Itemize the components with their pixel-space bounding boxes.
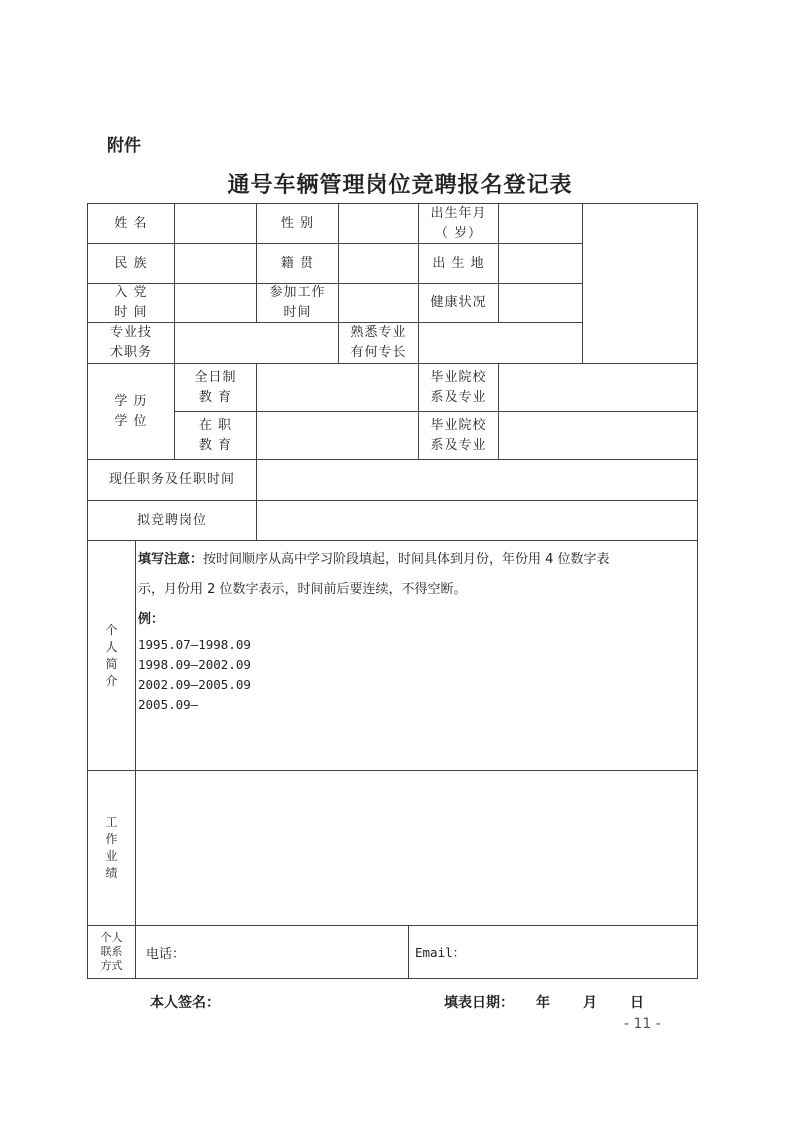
page-number: - 11 - bbox=[624, 1016, 661, 1032]
native-place-label: 籍 贯 bbox=[280, 255, 315, 271]
fulltime-school-label: 毕业院校 系及专业 bbox=[430, 369, 487, 405]
birthplace-label: 出 生 地 bbox=[432, 255, 485, 271]
ethnicity-field[interactable] bbox=[175, 244, 256, 283]
day-label: 日 bbox=[630, 995, 644, 1011]
professional-title-field[interactable] bbox=[175, 323, 338, 363]
name-field[interactable] bbox=[175, 204, 256, 243]
expertise-label: 熟悉专业 有何专长 bbox=[350, 325, 407, 360]
birthplace-field[interactable] bbox=[499, 244, 582, 283]
fulltime-school-field[interactable] bbox=[499, 364, 697, 411]
phone-field[interactable] bbox=[136, 926, 408, 978]
name-label: 姓 名 bbox=[114, 215, 148, 231]
birth-field[interactable] bbox=[499, 204, 582, 243]
note-line-1: 填写注意：按时间顺序从高中学习阶段填起，时间具体到月份，年份用 4 位数字表 bbox=[138, 552, 610, 567]
party-join-label: 入 党 时 间 bbox=[114, 285, 148, 320]
professional-title-label: 专业技 术职务 bbox=[109, 325, 152, 360]
onjob-school-field[interactable] bbox=[499, 412, 697, 459]
onjob-education-label: 在 职 教 育 bbox=[198, 417, 233, 453]
gender-label: 性 别 bbox=[280, 215, 315, 231]
note-line-2: 示，月份用 2 位数字表示，时间前后要连续，不得空断。 bbox=[138, 582, 467, 597]
work-start-label: 参加工作 时间 bbox=[269, 285, 326, 320]
table-border-bottom bbox=[87, 978, 698, 979]
resume-instructions[interactable] bbox=[138, 545, 694, 715]
year-label: 年 bbox=[536, 995, 550, 1011]
party-join-field[interactable] bbox=[175, 284, 256, 322]
native-place-field[interactable] bbox=[339, 244, 418, 283]
example-label: 例： bbox=[138, 612, 165, 627]
achievements-label: 工 作 业 绩 bbox=[105, 815, 118, 880]
work-start-field[interactable] bbox=[339, 284, 418, 322]
note-heading: 填写注意： bbox=[138, 552, 204, 567]
fill-date-label: 填表日期： bbox=[444, 995, 514, 1011]
health-field[interactable] bbox=[499, 284, 582, 322]
target-post-field[interactable] bbox=[257, 501, 697, 540]
example-entry: 2002.09—2005.09 bbox=[138, 677, 251, 692]
education-label: 学 历 学 位 bbox=[114, 393, 148, 429]
onjob-school-label: 毕业院校 系及专业 bbox=[430, 417, 487, 453]
ethnicity-label: 民 族 bbox=[114, 255, 148, 271]
example-entry: 1998.09—2002.09 bbox=[138, 657, 251, 672]
table-border-right bbox=[697, 203, 698, 979]
example-entry: 1995.07—1998.09 bbox=[138, 637, 251, 652]
email-field[interactable] bbox=[409, 926, 697, 978]
photo-area[interactable] bbox=[583, 204, 697, 363]
current-post-field[interactable] bbox=[257, 460, 697, 500]
email-label: Email： bbox=[415, 945, 466, 960]
resume-label: 个 人 简 介 bbox=[105, 622, 118, 688]
month-label: 月 bbox=[583, 995, 597, 1011]
row-line bbox=[87, 540, 698, 541]
health-label: 健康状况 bbox=[430, 295, 487, 310]
achievements-field[interactable] bbox=[136, 771, 697, 925]
current-post-label: 现任职务及任职时间 bbox=[108, 472, 235, 487]
gender-field[interactable] bbox=[339, 204, 418, 243]
target-post-label: 拟竞聘岗位 bbox=[136, 512, 207, 528]
signature-label: 本人签名： bbox=[150, 995, 220, 1011]
fulltime-education-field[interactable] bbox=[257, 364, 418, 411]
example-entry: 2005.09— bbox=[138, 697, 199, 712]
attachment-label: 附件 bbox=[107, 136, 141, 156]
onjob-education-field[interactable] bbox=[257, 412, 418, 459]
birth-label: 出生年月 （ 岁） bbox=[430, 205, 487, 241]
phone-label: 电话： bbox=[146, 947, 186, 962]
expertise-field[interactable] bbox=[419, 323, 582, 363]
form-title: 通号车辆管理岗位竞聘报名登记表 bbox=[227, 172, 573, 198]
fulltime-education-label: 全日制 教 育 bbox=[194, 369, 237, 405]
contact-label: 个人 联系 方式 bbox=[100, 931, 123, 972]
